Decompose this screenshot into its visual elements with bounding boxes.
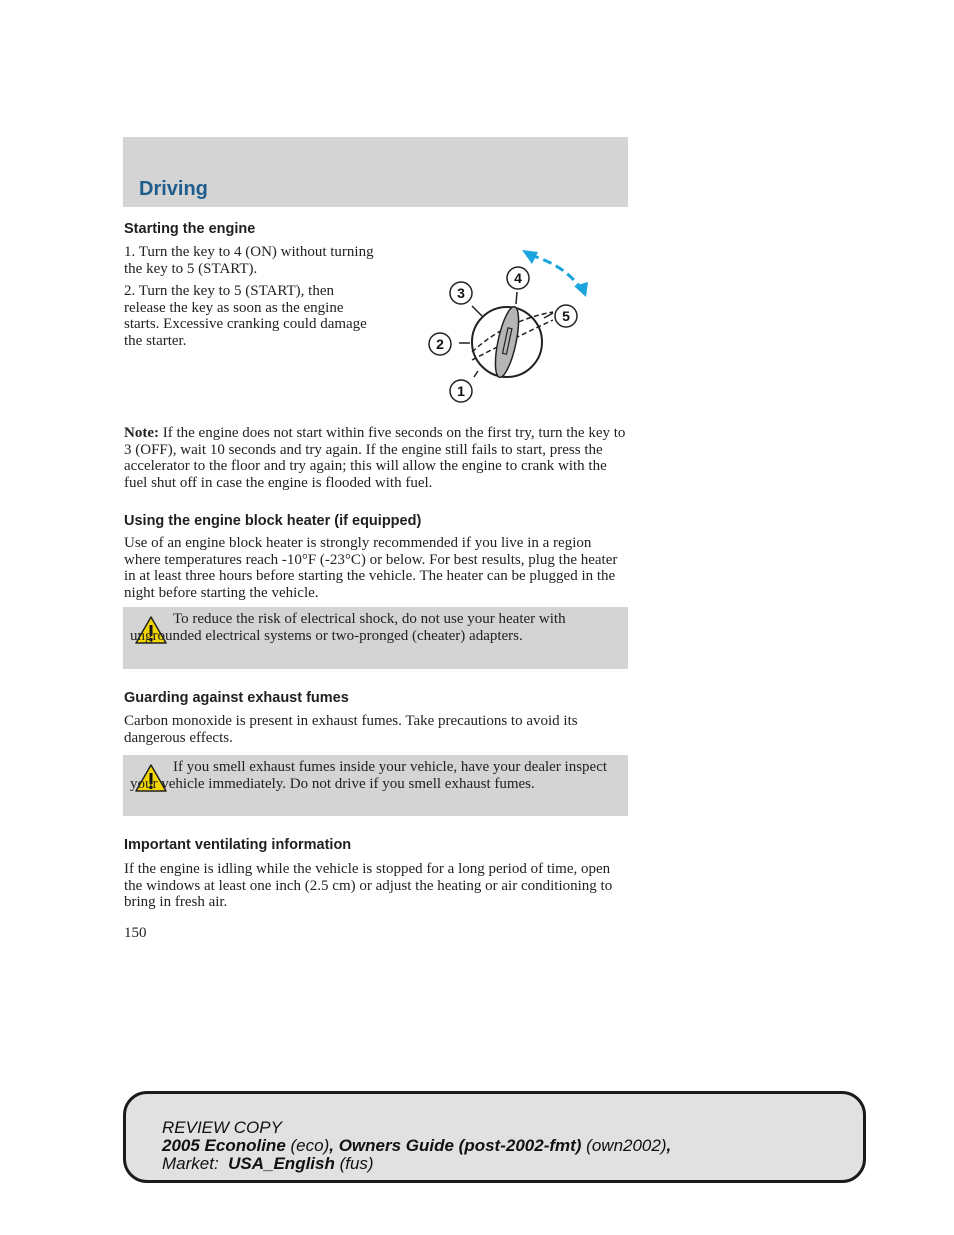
position-marker-3 [450,282,472,304]
footer-review-copy: REVIEW COPY [162,1118,282,1137]
review-copy-footer [123,1091,866,1183]
heading-exhaust-fumes: Guarding against exhaust fumes [124,690,349,706]
footer-model-code: (eco) [285,1136,330,1155]
note-text: If the engine does not start within five seconds on the first try, turn the key to 3 (OFF), wait 10 seconds and try again. If the engine still fails to start, press the accelerator to the floor and try again; this will allow the engine to crank with the fuel shut off in case the engine is flooded with fuel. [124,425,626,491]
ventilating-body: If the engine is idling while the vehicle is stopped for a long period of time, open the windows at least one inch (2.5 cm) or adjust the heating or air conditioning to bring in fresh air. [124,861,613,910]
section-title: Driving [139,178,208,200]
position-label-5: 5 [562,308,570,324]
block-heater-body: Use of an engine block heater is strongly recommended if you live in a region where temperatures reach -10°F (-23°C) or below. For best results, plug the heater in at least three hours before starting the vehicle. The heater can be plugged in the night before starting the vehicle. [124,535,618,601]
step-2-text: 2. Turn the key to 5 (START), then release the key as soon as the engine starts. Excessive cranking could damage the starter. [124,283,367,349]
exhaust-body: Carbon monoxide is present in exhaust fumes. Take precautions to avoid its dangerous effects. [124,713,578,746]
warning-box-exhaust [123,755,628,816]
note-paragraph [124,425,630,491]
position-marker-2 [429,333,451,355]
note-label: Note: [124,425,159,441]
position-marker-1 [450,380,472,402]
position-label-2: 2 [436,336,444,352]
position-label-1: 1 [457,383,465,399]
footer-model: 2005 Econoline [162,1136,286,1155]
heading-block-heater: Using the engine block heater (if equipped) [124,513,422,529]
page-number: 150 [124,925,147,941]
position-marker-5 [555,305,577,327]
warning-box-electrical [123,607,628,669]
heading-ventilating: Important ventilating information [124,837,352,853]
ignition-key-diagram [410,240,600,410]
position-label-4: 4 [514,270,522,286]
footer-market: USA_English [228,1154,335,1173]
rotation-arrow-icon [522,250,588,297]
warning-text-electrical: To reduce the risk of electrical shock, do not use your heater with ungrounded electrical systems or two-pronged (cheater) adapters. [130,611,566,644]
position-marker-4 [507,267,529,289]
warning-text-exhaust: If you smell exhaust fumes inside your vehicle, have your dealer inspect your vehicle immediately. Do not drive if you smell exhaust fumes. [130,759,608,792]
footer-market-code: (fus) [334,1154,374,1173]
footer-guide: , Owners Guide (post-2002-fmt) [329,1136,582,1155]
section-header [123,137,628,207]
heading-starting-engine: Starting the engine [124,221,256,237]
footer-comma: , [666,1136,672,1155]
step-1-text: 1. Turn the key to 4 (ON) without turning the key to 5 (START). [124,244,374,277]
position-label-3: 3 [457,285,465,301]
footer-market-label: Market: [162,1154,229,1173]
footer-guide-code: (own2002) [581,1136,667,1155]
